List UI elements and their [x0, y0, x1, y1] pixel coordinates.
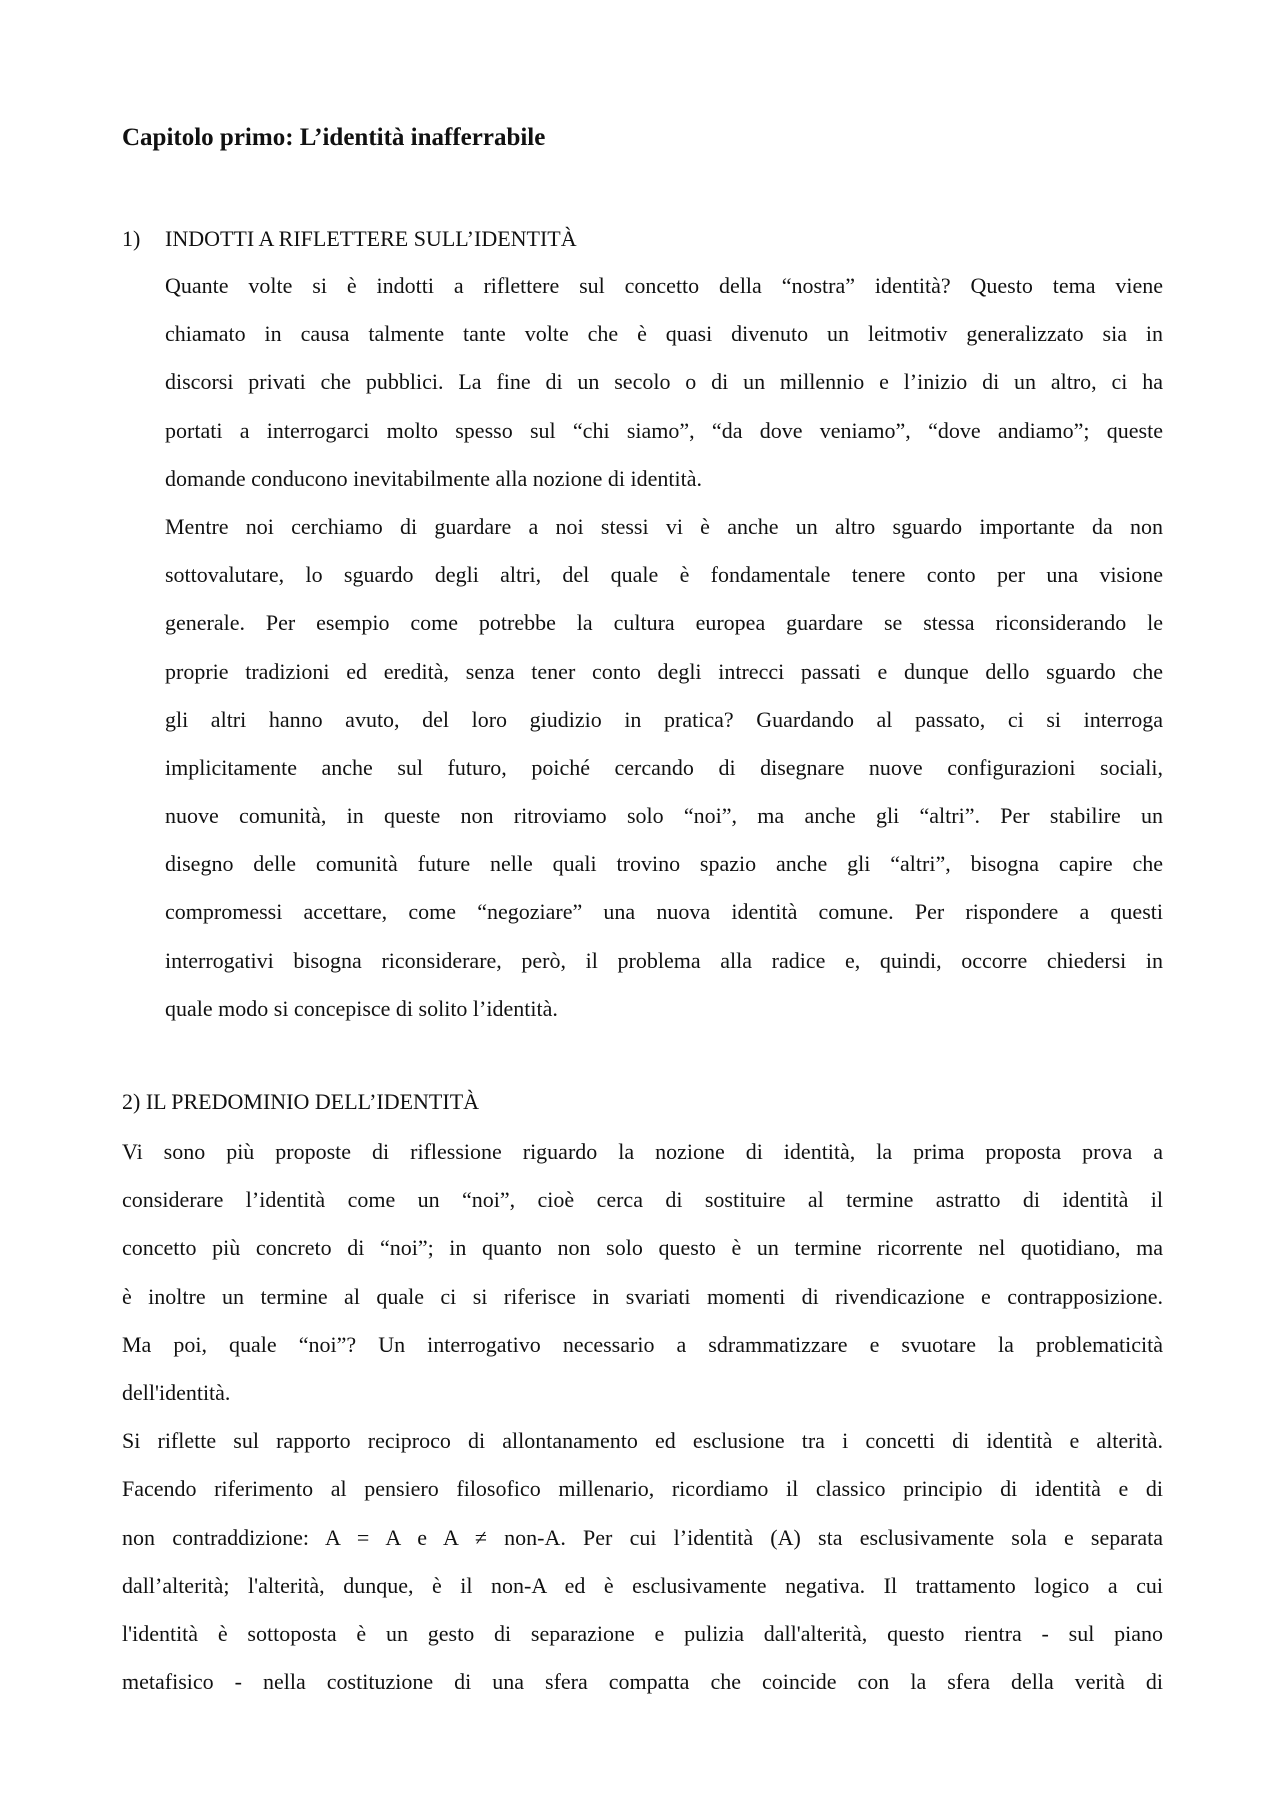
section-2-line: l'identità è sottoposta è un gesto di separazione e pulizia dall'alterità, questo rientra - sul piano [122, 1620, 1163, 1646]
section-2-line: Facendo riferimento al pensiero filosofico millenario, ricordiamo il classico principio di identità e di [122, 1476, 1163, 1502]
section-2-line: concetto più concreto di “noi”; in quanto non solo questo è un termine ricorrente nel quotidiano, ma [122, 1235, 1163, 1261]
section-1-number: 1) [122, 226, 141, 251]
chapter-title: Capitolo primo: L’identità inafferrabile [122, 124, 546, 151]
section-1-line: implicitamente anche sul futuro, poiché cercando di disegnare nuove configurazioni sociali, [165, 754, 1163, 780]
section-1-line: chiamato in causa talmente tante volte che è quasi divenuto un leitmotiv generalizzato sia in [165, 321, 1163, 347]
section-2-heading: 2) IL PREDOMINIO DELL’IDENTITÀ [122, 1089, 480, 1114]
section-1-line: quale modo si concepisce di solito l’identità. [165, 995, 558, 1021]
section-2-line: considerare l’identità come un “noi”, cioè cerca di sostituire al termine astratto di identità il [122, 1187, 1163, 1213]
section-2-line: metafisico - nella costituzione di una sfera compatta che coincide con la sfera della verità di [122, 1669, 1163, 1695]
section-1-line: generale. Per esempio come potrebbe la cultura europea guardare se stessa riconsiderando le [165, 610, 1163, 636]
section-2-body [122, 1128, 1163, 1706]
section-2-line: è inoltre un termine al quale ci si riferisce in svariati momenti di rivendicazione e contrapposizione. [122, 1283, 1163, 1309]
section-1-line: proprie tradizioni ed eredità, senza tener conto degli intrecci passati e dunque dello sguardo che [165, 658, 1163, 684]
section-1-line: sottovalutare, lo sguardo degli altri, del quale è fondamentale tenere conto per una visione [165, 562, 1163, 588]
section-1-line: gli altri hanno avuto, del loro giudizio in pratica? Guardando al passato, ci si interroga [165, 706, 1163, 732]
section-1-line: compromessi accettare, come “negoziare” una nuova identità comune. Per rispondere a questi [165, 899, 1163, 925]
section-1-line: discorsi privati che pubblici. La fine di un secolo o di un millennio e l’inizio di un altro, ci ha [165, 369, 1163, 395]
section-2-line: Vi sono più proposte di riflessione riguardo la nozione di identità, la prima proposta prova a [122, 1139, 1163, 1164]
section-1-line: domande conducono inevitabilmente alla nozione di identità. [165, 465, 703, 491]
section-1-line: portati a interrogarci molto spesso sul “chi siamo”, “da dove veniamo”, “dove andiamo”; queste [165, 417, 1163, 443]
section-1-line: Quante volte si è indotti a riflettere sul concetto della “nostra” identità? Questo tema viene [165, 273, 1163, 298]
section-2-line: Ma poi, quale “noi”? Un interrogativo necessario a sdrammatizzare e svuotare la problematicità [122, 1331, 1163, 1357]
section-1-line: nuove comunità, in queste non ritroviamo solo “noi”, ma anche gli “altri”. Per stabilire un [165, 803, 1163, 829]
section-1-body [165, 262, 1163, 1033]
section-2-line: non contraddizione: A = A e A ≠ non-A. Per cui l’identità (A) sta esclusivamente sola e separata [122, 1524, 1163, 1550]
section-2-line: Si riflette sul rapporto reciproco di allontanamento ed esclusione tra i concetti di identità e alterità. [122, 1428, 1163, 1454]
section-1-heading [122, 224, 577, 254]
section-1-line: disegno delle comunità future nelle quali trovino spazio anche gli “altri”, bisogna capire che [165, 851, 1163, 877]
section-1-line: Mentre noi cerchiamo di guardare a noi stessi vi è anche un altro sguardo importante da non [165, 513, 1163, 539]
section-2-line: dall’alterità; l'alterità, dunque, è il non-A ed è esclusivamente negativa. Il trattamento logico a cui [122, 1572, 1163, 1598]
section-1-line: interrogativi bisogna riconsiderare, però, il problema alla radice e, quindi, occorre chiedersi in [165, 947, 1163, 973]
section-2-line: dell'identità. [122, 1379, 231, 1405]
section-1-heading-text: INDOTTI A RIFLETTERE SULL’IDENTITÀ [165, 226, 577, 251]
